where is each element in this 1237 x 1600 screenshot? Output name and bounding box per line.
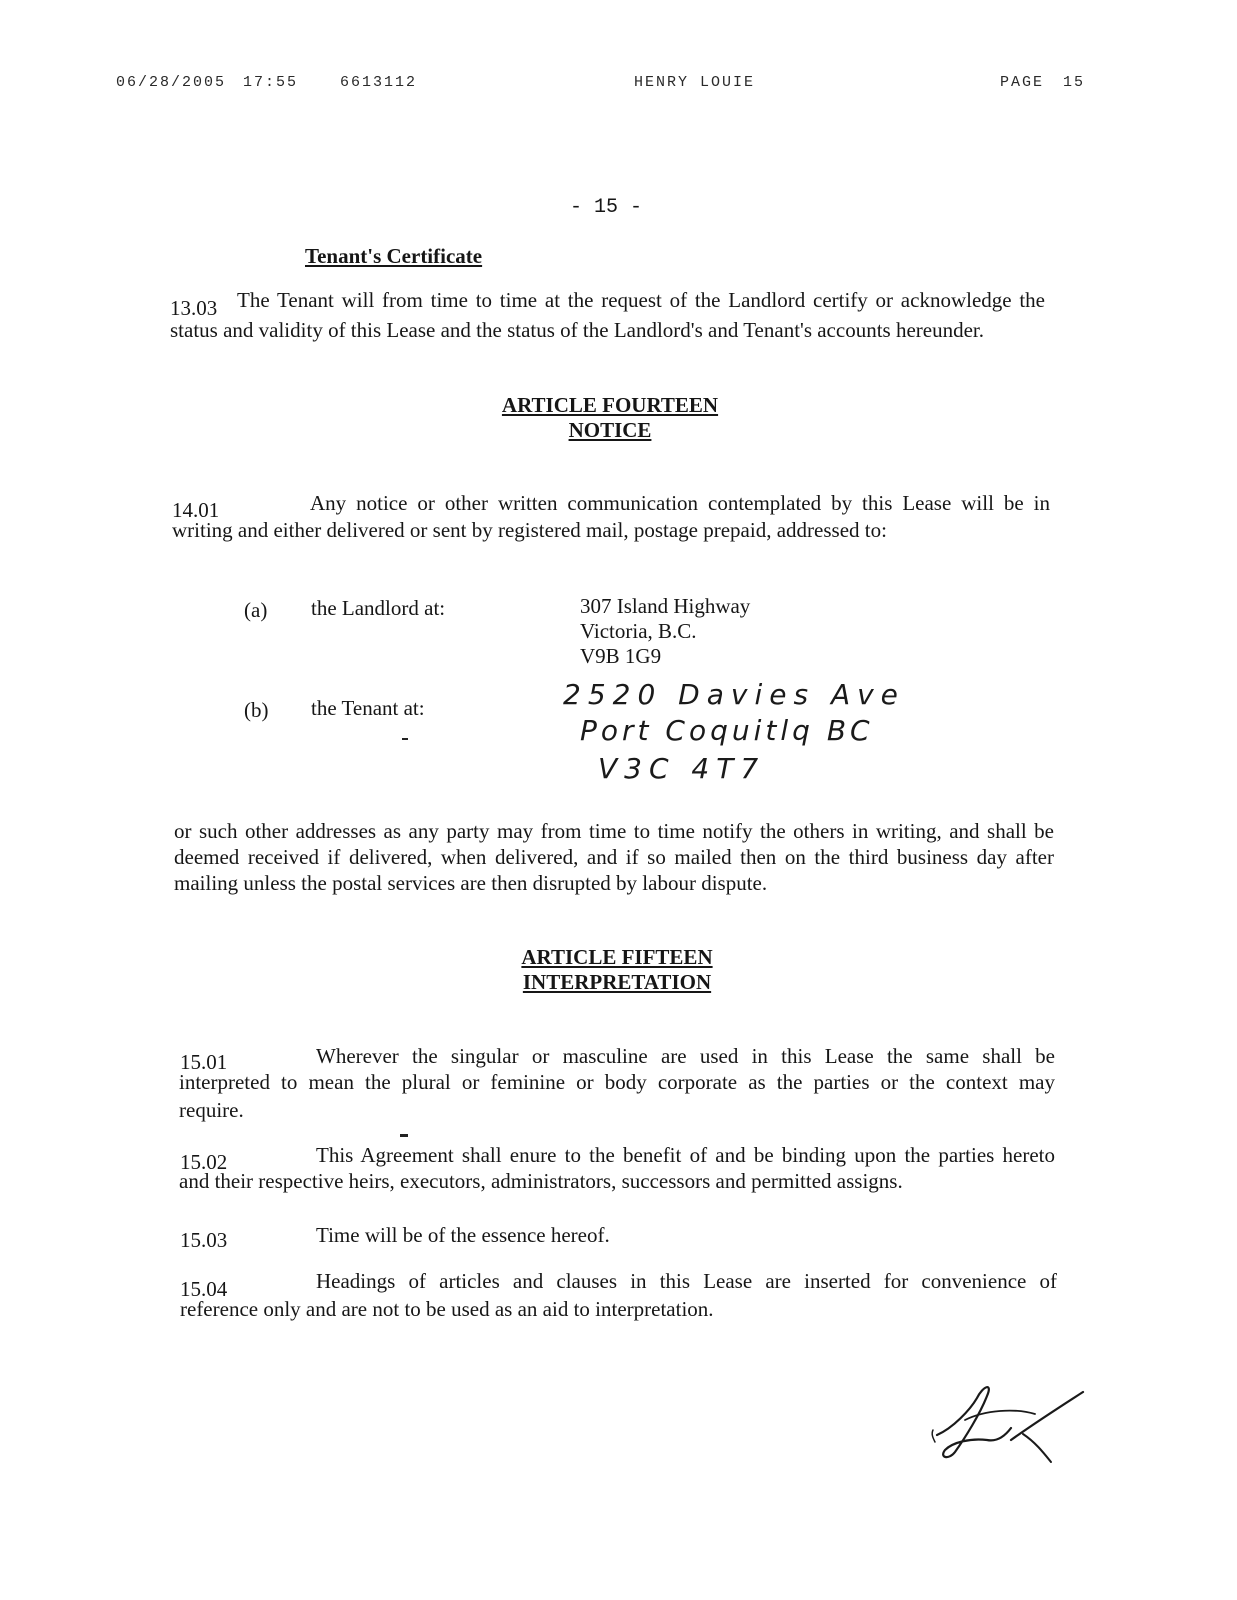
section-number-13-03: 13.03: [170, 296, 218, 320]
address-a-party: the Landlord at:: [311, 596, 446, 620]
page-number: - 15 -: [569, 196, 642, 219]
stray-mark: [402, 738, 408, 740]
section-number-15-04: 15.04: [180, 1277, 228, 1301]
article-fourteen-title: ARTICLE FOURTEEN: [501, 393, 719, 417]
tenant-address-handwritten-line-1: 2520 Davies Ave: [563, 678, 905, 711]
fax-header-page-number: 15: [1063, 74, 1086, 91]
section-number-15-01: 15.01: [180, 1050, 228, 1074]
section-heading-tenants-certificate: Tenant's Certificate: [305, 244, 483, 268]
section-15-01-line-1: Wherever the singular or masculine are used in this Lease the same shall be: [316, 1044, 1055, 1068]
section-15-01-line-2: interpreted to mean the plural or feminine or body corporate as the parties or the context may: [179, 1070, 1055, 1094]
landlord-address-line-1: 307 Island Highway: [580, 594, 751, 618]
landlord-address-line-2: Victoria, B.C.: [580, 619, 697, 643]
initials-signature: [925, 1380, 1090, 1475]
notice-continuation-line-3: mailing unless the postal services are then disrupted by labour dispute.: [174, 871, 768, 895]
fax-header-time: 17:55: [243, 74, 299, 91]
stray-mark: [400, 1134, 408, 1137]
section-15-01-line-3: require.: [179, 1098, 244, 1122]
notice-continuation-line-2: deemed received if delivered, when delivered, and if so mailed then on the third business day after: [174, 845, 1054, 869]
address-b-party: the Tenant at:: [311, 696, 425, 720]
article-fifteen-subtitle: INTERPRETATION: [522, 970, 712, 994]
landlord-address-line-3: V9B 1G9: [580, 644, 662, 668]
section-15-04-line-1: Headings of articles and clauses in this Lease are inserted for convenience of: [316, 1269, 1057, 1293]
fax-header-name: HENRY LOUIE: [634, 74, 756, 91]
tenant-address-handwritten-line-3: V3C 4T7: [598, 752, 766, 785]
section-15-03-line-1: Time will be of the essence hereof.: [316, 1223, 610, 1247]
section-14-01-line-1: Any notice or other written communication contemplated by this Lease will be in: [310, 491, 1050, 515]
article-fourteen-subtitle: NOTICE: [568, 418, 652, 442]
fax-header-date: 06/28/2005: [116, 74, 227, 91]
fax-header-page-label: PAGE: [1000, 74, 1045, 91]
tenant-address-handwritten-line-2: Port Coquitlq BC: [580, 714, 874, 747]
fax-header-number: 6613112: [340, 74, 418, 91]
section-15-02-line-1: This Agreement shall enure to the benefit of and be binding upon the parties hereto: [316, 1143, 1055, 1167]
section-14-01-line-2: writing and either delivered or sent by registered mail, postage prepaid, addressed to:: [172, 518, 887, 542]
address-a-label: (a): [244, 598, 268, 622]
notice-continuation-line-1: or such other addresses as any party may from time to time notify the others in writing, and shall be: [174, 819, 1054, 843]
section-number-15-02: 15.02: [180, 1150, 228, 1174]
section-15-04-line-2: reference only and are not to be used as an aid to interpretation.: [180, 1297, 714, 1321]
address-b-label: (b): [244, 698, 269, 722]
article-fifteen-title: ARTICLE FIFTEEN: [521, 945, 713, 969]
section-13-03-line-1: The Tenant will from time to time at the request of the Landlord certify or acknowledge the: [237, 288, 1045, 312]
section-number-15-03: 15.03: [180, 1228, 228, 1252]
section-number-14-01: 14.01: [172, 498, 220, 522]
section-15-02-line-2: and their respective heirs, executors, administrators, successors and permitted assigns.: [179, 1169, 903, 1193]
section-13-03-line-2: status and validity of this Lease and the status of the Landlord's and Tenant's accounts hereunder.: [170, 318, 984, 342]
